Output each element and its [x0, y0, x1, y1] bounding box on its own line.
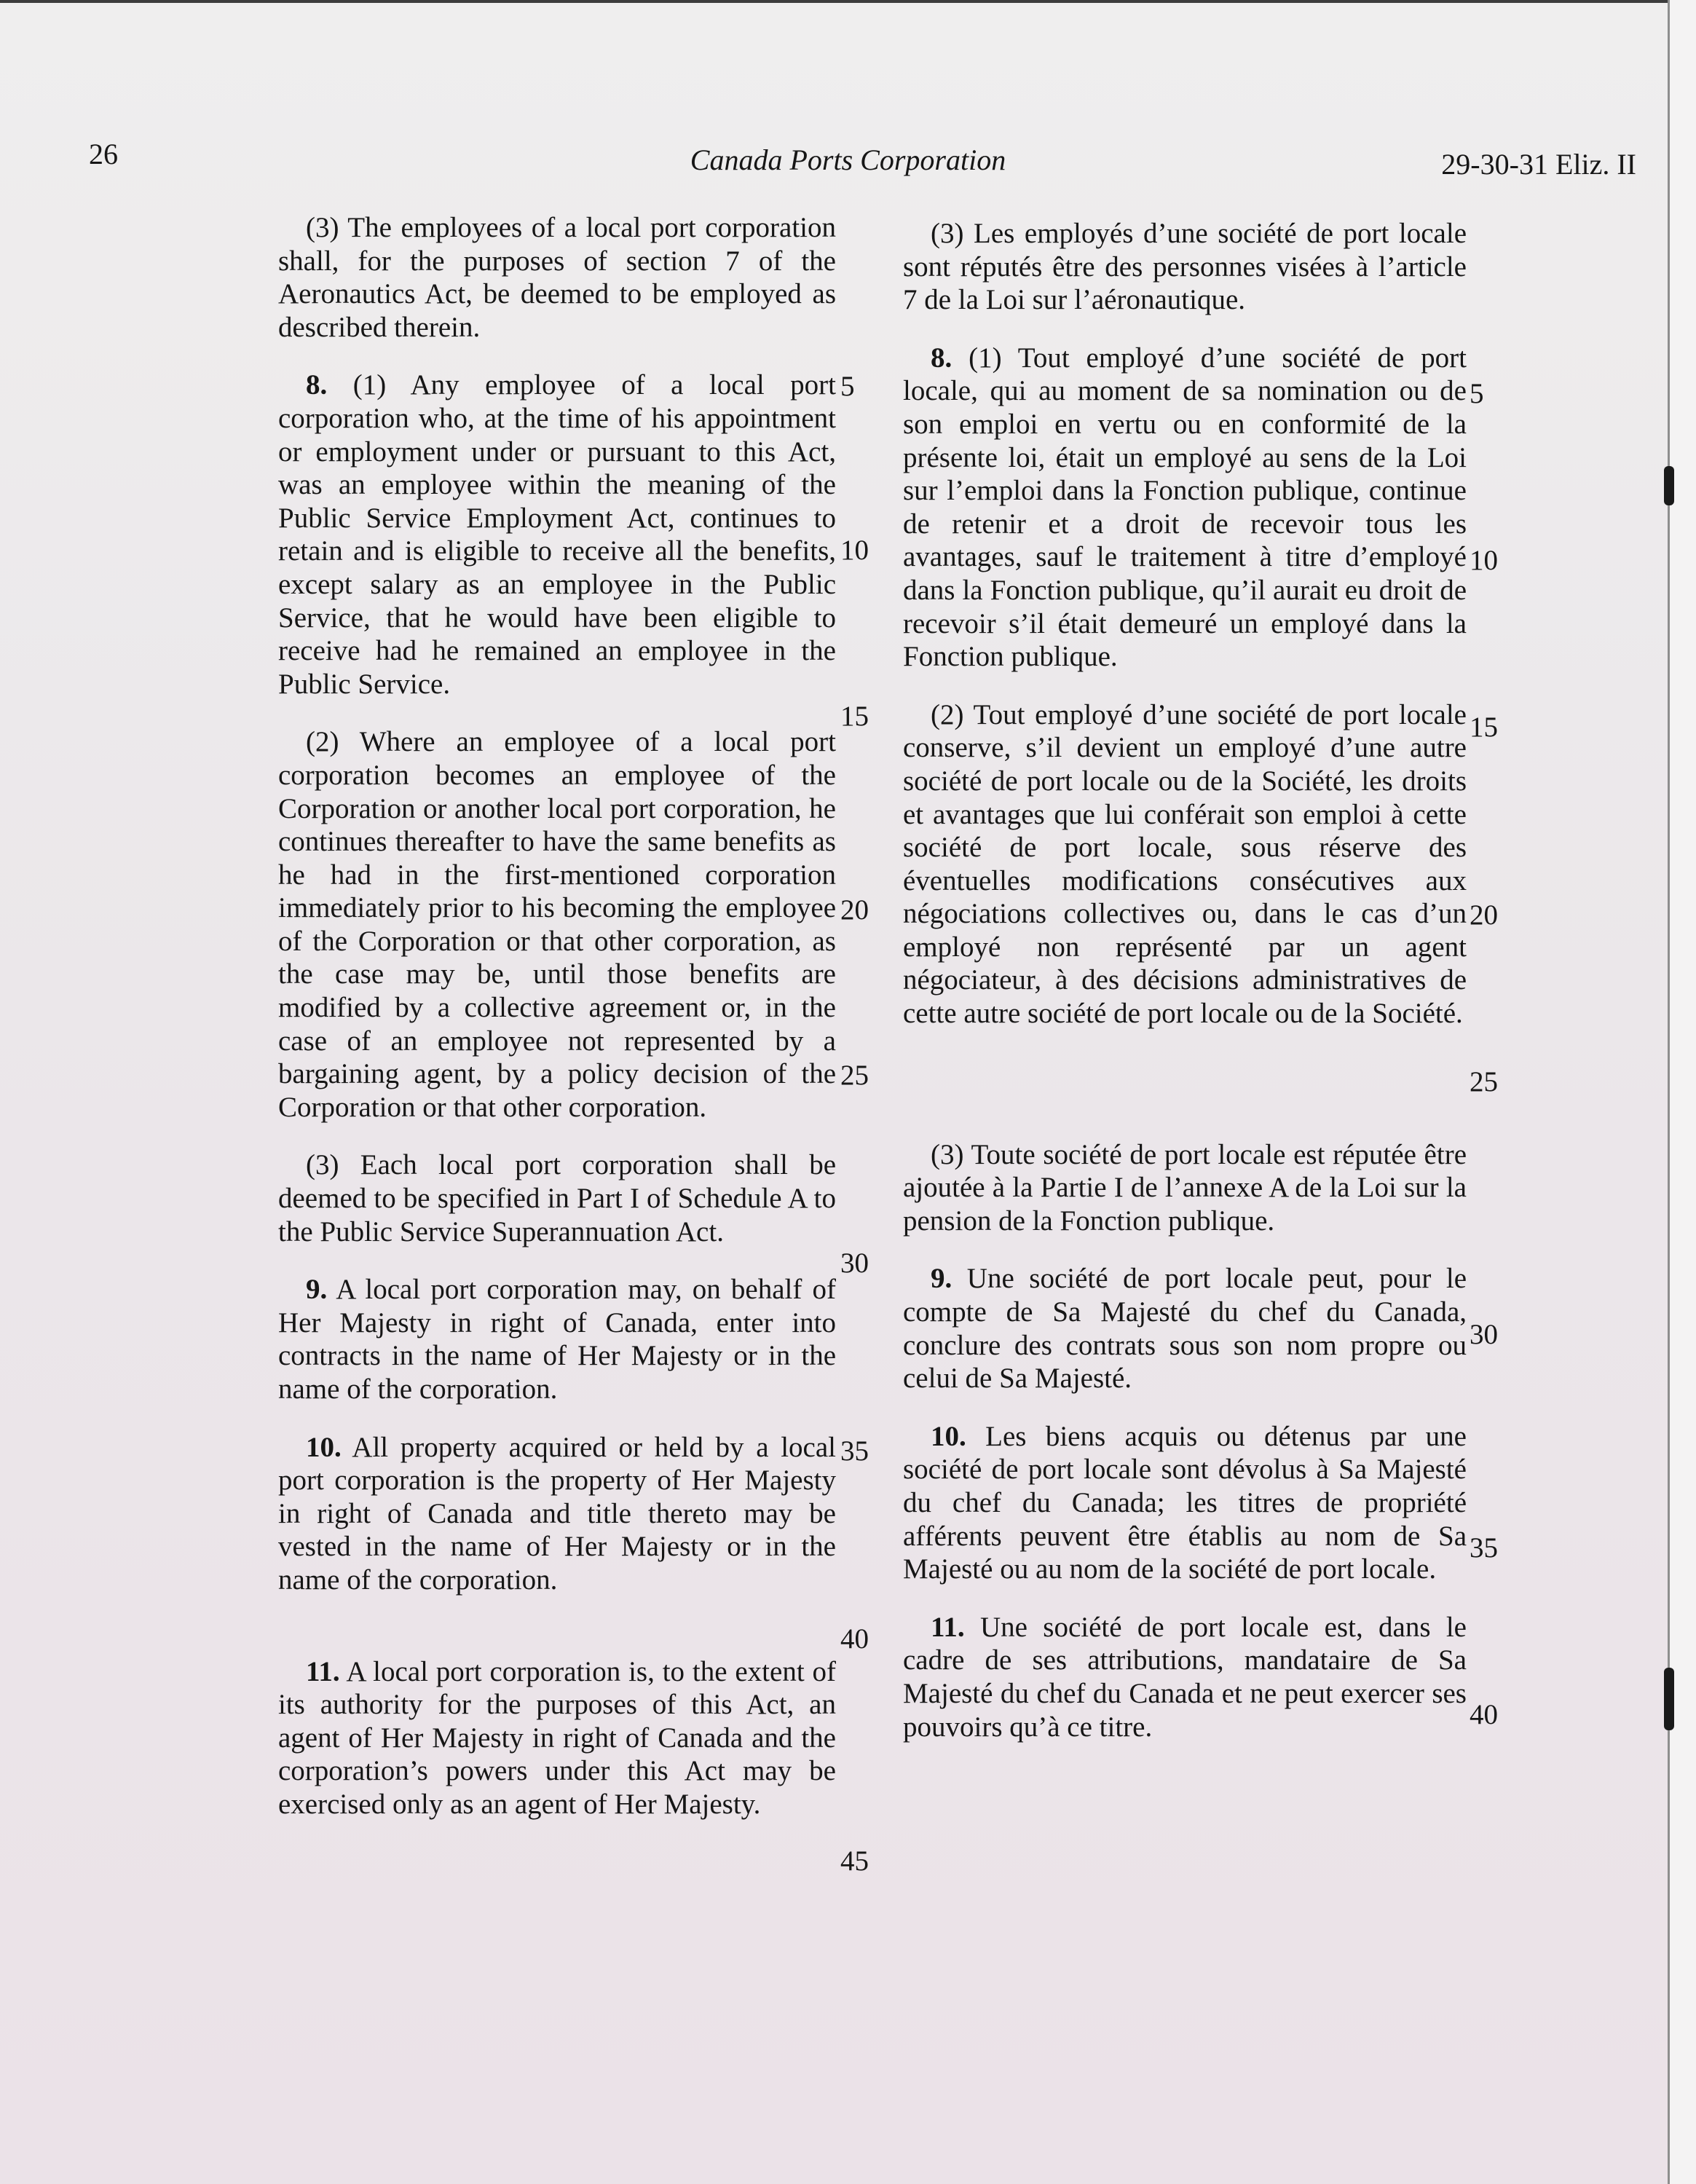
margin-line-number: 35 [840, 1435, 869, 1467]
french-paragraph [903, 1611, 1467, 1743]
margin-line-number: 10 [840, 535, 869, 566]
section-label: 9. [306, 1274, 328, 1306]
section-label: 10. [306, 1431, 342, 1463]
paragraph-text: (2) Where an employee of a local port corporation becomes an employee of the Corporation or another local port corporation, he continues thereafter to have the same benefits as he had in the first-mentioned corporation immediately prior to his becoming the employee of the Corporation or that other corporation, as the case may be, until those benefits are modified by a collective agreement or, in the case of an employee not represented by a bargaining agent, by a policy decision of the Corporation or that other corporation. [278, 726, 836, 1123]
running-title: Canada Ports Corporation [690, 143, 1006, 176]
paragraph-text: Une société de port locale peut, pour le compte de Sa Majesté du chef du Canada, conclure des contrats sous son nom propre ou celui de Sa Majesté. [903, 1263, 1467, 1395]
margin-line-number: 30 [840, 1247, 869, 1279]
margin-line-number: 25 [840, 1060, 869, 1091]
french-paragraph [903, 342, 1467, 674]
binding-mark [1664, 1668, 1674, 1730]
french-paragraph [903, 698, 1467, 1030]
page-number: 26 [89, 138, 118, 170]
paragraph-text: A local port corporation may, on behalf of Her Majesty in right of Canada, enter into contracts in the name of Her Majesty or in the name of the corporation. [278, 1274, 836, 1405]
page-top-edge [0, 0, 1668, 3]
english-column [278, 211, 836, 1821]
section-label: 9. [931, 1263, 952, 1295]
paragraph-text: (1) Tout employé d’une société de port locale, qui au moment de sa nomination ou de son emploi en vertu ou en conformité de la présente loi, était un employé au sens de la Loi sur l’emploi dans la Fonction publique, continue de retenir et a droit de recevoir tous les avantages, sauf le traitement à titre d’employé dans la Fonction publique, qu’il aurait eu droit de recevoir s’il était demeuré un employé dans la Fonction publique. [903, 342, 1467, 673]
section-label: 11. [306, 1655, 340, 1687]
french-column [903, 217, 1467, 1743]
paragraph-text: (3) Toute société de port locale est réputée être ajoutée à la Partie I de l’annexe A de la Loi sur la pension de la Fonction publique. [903, 1138, 1467, 1237]
margin-line-number: 45 [840, 1845, 869, 1877]
section-label: 11. [931, 1611, 965, 1643]
margin-line-number: 20 [840, 894, 869, 926]
margin-line-number: 10 [1470, 545, 1498, 576]
section-label: 8. [306, 369, 328, 401]
margin-line-number: 15 [840, 701, 869, 732]
margin-line-number: 25 [1470, 1066, 1498, 1097]
paragraph-text: (3) The employees of a local port corporation shall, for the purposes of section 7 of the Aeronautics Act, be deemed to be employed as described therein. [278, 212, 836, 343]
margin-line-number: 40 [840, 1623, 869, 1655]
margin-line-number: 35 [1470, 1532, 1498, 1564]
english-paragraph [278, 1273, 836, 1406]
english-paragraph [278, 725, 836, 1124]
page-right-edge [1668, 0, 1696, 2184]
margin-line-number: 30 [1470, 1319, 1498, 1350]
english-paragraph [278, 211, 836, 344]
french-paragraph [903, 1138, 1467, 1238]
english-paragraph [278, 1655, 836, 1821]
section-label: 10. [931, 1420, 966, 1452]
english-paragraph [278, 1148, 836, 1248]
paragraph-text: All property acquired or held by a local port corporation is the property of Her Majesty in right of Canada and title thereto may be vested in the name of Her Majesty or in the name of the corporation. [278, 1431, 836, 1596]
margin-line-number: 40 [1470, 1699, 1498, 1730]
regnal-year: 29-30-31 Eliz. II [1441, 148, 1636, 181]
section-label: 8. [931, 342, 952, 374]
paragraph-text: (2) Tout employé d’une société de port locale conserve, s’il devient un employé d’une autre société de port locale ou de la Société, les droits et avantages que lui conférait son emploi à cette société de port locale, sous réserve des éventuelles modifications consécutives aux négociations collectives ou, dans le cas d’un employé non représenté par un agent négociateur, à des décisions administratives de cette autre société de port locale ou de la Société. [903, 698, 1467, 1030]
paragraph-text: Les biens acquis ou détenus par une société de port locale sont dévolus à Sa Majesté du chef du Canada; les titres de propriété afférents peuvent être établis au nom de Sa Majesté ou au nom de la société de port locale. [903, 1420, 1467, 1585]
paragraph-text: (3) Each local port corporation shall be deemed to be specified in Part I of Schedule A to the Public Service Superannuation Act. [278, 1149, 836, 1247]
paragraph-text: (3) Les employés d’une société de port locale sont réputés être des personnes visées à l’article 7 de la Loi sur l’aéronautique. [903, 218, 1467, 316]
margin-line-number: 20 [1470, 899, 1498, 931]
paragraph-text: (1) Any employee of a local port corporation who, at the time of his appointment or employment under or pursuant to this Act, was an employee within the meaning of the Public Service Employment Act, continues to retain and is eligible to receive all the benefits, except salary as an employee in the Public Service, that he would have been eligible to receive had he remained an employee in the Public Service. [278, 369, 837, 700]
margin-line-number: 5 [1470, 378, 1484, 409]
binding-mark [1664, 466, 1674, 505]
margin-line-number: 5 [840, 371, 855, 402]
french-paragraph [903, 1262, 1467, 1395]
english-paragraph [278, 1431, 836, 1597]
french-paragraph [903, 217, 1467, 317]
french-paragraph [903, 1420, 1467, 1586]
margin-line-number: 15 [1470, 711, 1498, 743]
english-paragraph [278, 368, 836, 701]
paragraph-text: Une société de port locale est, dans le cadre de ses attributions, mandataire de Sa Majesté du chef du Canada et ne peut exercer ses pouvoirs qu’à ce titre. [903, 1611, 1467, 1743]
paragraph-text: A local port corporation is, to the extent of its authority for the purposes of this Act, an agent of Her Majesty in right of Canada and the corporation’s powers under this Act may be exercised only as an agent of Her Majesty. [278, 1655, 836, 1820]
